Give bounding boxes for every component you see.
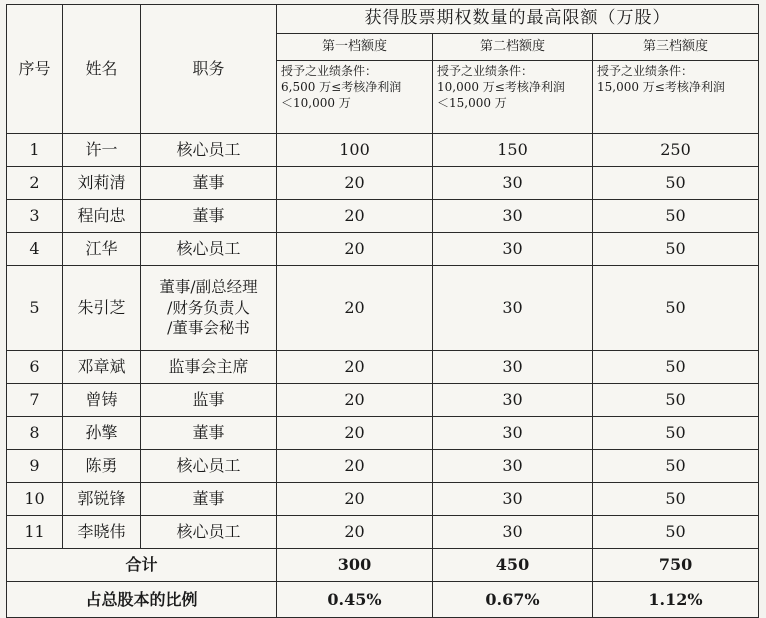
total-row (7, 549, 759, 582)
cell-position (141, 233, 277, 266)
cell-tier-2: 30 (433, 483, 593, 516)
position-line: 监事会主席 (168, 357, 249, 376)
cell-seq: 1 (7, 134, 63, 167)
cell-tier-3: 50 (593, 417, 759, 450)
tier-2-condition (433, 61, 593, 134)
condition-line: 10,000 万≤考核净利润 (437, 80, 565, 95)
cell-position (141, 167, 277, 200)
condition-line: ＜15,000 万 (437, 96, 507, 111)
table-row (7, 417, 759, 450)
cell-position (141, 351, 277, 384)
cell-name: 朱引芝 (63, 266, 141, 351)
position-line: 核心员工 (176, 456, 241, 475)
cell-tier-2: 30 (433, 417, 593, 450)
cell-tier-1: 20 (277, 200, 433, 233)
cell-position (141, 200, 277, 233)
position-line: 核心员工 (176, 239, 241, 258)
cell-tier-3: 50 (593, 450, 759, 483)
cell-tier-1: 20 (277, 167, 433, 200)
total-row-tier-1: 300 (277, 549, 433, 582)
cell-name: 刘莉清 (63, 167, 141, 200)
cell-tier-1: 20 (277, 233, 433, 266)
cell-tier-1: 20 (277, 516, 433, 549)
cell-tier-3: 50 (593, 233, 759, 266)
header-position: 职务 (141, 5, 277, 134)
position-line: 核心员工 (176, 522, 241, 541)
cell-name: 李晓伟 (63, 516, 141, 549)
table-row (7, 516, 759, 549)
header-row-1 (7, 5, 759, 34)
table-row (7, 233, 759, 266)
cell-tier-3: 50 (593, 167, 759, 200)
cell-tier-3: 50 (593, 384, 759, 417)
condition-line: 授予之业绩条件： (597, 64, 694, 78)
position-line: /财务负责人 (167, 298, 250, 317)
position-line: /董事会秘书 (167, 319, 250, 338)
header-seq: 序号 (7, 5, 63, 134)
total-row-tier-2: 450 (433, 549, 593, 582)
cell-position (141, 417, 277, 450)
cell-name: 江华 (63, 233, 141, 266)
table-row (7, 384, 759, 417)
condition-line: 授予之业绩条件： (281, 64, 378, 78)
ratio-row-tier-1: 0.45% (277, 582, 433, 618)
cell-seq: 10 (7, 483, 63, 516)
cell-position (141, 516, 277, 549)
cell-seq: 8 (7, 417, 63, 450)
cell-seq: 5 (7, 266, 63, 351)
cell-seq: 9 (7, 450, 63, 483)
cell-seq: 6 (7, 351, 63, 384)
ratio-row-label: 占总股本的比例 (7, 582, 277, 618)
position-line: 董事/副总经理 (159, 277, 258, 296)
cell-tier-2: 30 (433, 233, 593, 266)
cell-seq: 7 (7, 384, 63, 417)
position-line: 董事 (192, 489, 225, 508)
cell-tier-1: 20 (277, 351, 433, 384)
cell-position (141, 450, 277, 483)
cell-tier-1: 20 (277, 417, 433, 450)
total-row-tier-3: 750 (593, 549, 759, 582)
condition-line: 15,000 万≤考核净利润 (597, 80, 725, 95)
cell-tier-3: 50 (593, 483, 759, 516)
cell-tier-1: 20 (277, 450, 433, 483)
condition-line: ＜10,000 万 (281, 96, 351, 111)
cell-position (141, 384, 277, 417)
cell-position (141, 266, 277, 351)
cell-tier-2: 30 (433, 167, 593, 200)
cell-name: 曾铸 (63, 384, 141, 417)
cell-tier-2: 30 (433, 200, 593, 233)
condition-line: 授予之业绩条件： (437, 64, 534, 78)
cell-name: 邓章斌 (63, 351, 141, 384)
ratio-row-tier-3: 1.12% (593, 582, 759, 618)
cell-position (141, 134, 277, 167)
cell-name: 陈勇 (63, 450, 141, 483)
header-tier-3: 第三档额度 (593, 34, 759, 61)
cell-tier-3: 250 (593, 134, 759, 167)
table-row (7, 450, 759, 483)
cell-tier-1: 100 (277, 134, 433, 167)
cell-seq: 2 (7, 167, 63, 200)
cell-tier-2: 30 (433, 384, 593, 417)
cell-tier-3: 50 (593, 351, 759, 384)
cell-seq: 11 (7, 516, 63, 549)
position-line: 监事 (192, 390, 225, 409)
cell-tier-2: 30 (433, 266, 593, 351)
cell-seq: 3 (7, 200, 63, 233)
cell-tier-2: 30 (433, 450, 593, 483)
cell-tier-3: 50 (593, 516, 759, 549)
position-line: 董事 (192, 173, 225, 192)
ratio-row-tier-2: 0.67% (433, 582, 593, 618)
table-row (7, 266, 759, 351)
header-tier-1: 第一档额度 (277, 34, 433, 61)
tier-3-condition (593, 61, 759, 134)
ratio-row (7, 582, 759, 618)
position-line: 董事 (192, 423, 225, 442)
cell-name: 孙擎 (63, 417, 141, 450)
position-line: 董事 (192, 206, 225, 225)
cell-seq: 4 (7, 233, 63, 266)
cell-position (141, 483, 277, 516)
cell-tier-1: 20 (277, 384, 433, 417)
cell-tier-3: 50 (593, 266, 759, 351)
header-name: 姓名 (63, 5, 141, 134)
cell-tier-3: 50 (593, 200, 759, 233)
condition-line: 6,500 万≤考核净利润 (281, 80, 402, 95)
cell-tier-1: 20 (277, 483, 433, 516)
cell-tier-2: 150 (433, 134, 593, 167)
header-main-title: 获得股票期权数量的最高限额（万股） (277, 5, 759, 34)
cell-name: 郭锐锋 (63, 483, 141, 516)
table-row (7, 134, 759, 167)
cell-tier-2: 30 (433, 516, 593, 549)
table-row (7, 200, 759, 233)
cell-tier-1: 20 (277, 266, 433, 351)
tier-1-condition (277, 61, 433, 134)
table-row (7, 483, 759, 516)
table-row (7, 351, 759, 384)
stock-option-table (6, 4, 759, 618)
table-row (7, 167, 759, 200)
cell-name: 许一 (63, 134, 141, 167)
cell-name: 程向忠 (63, 200, 141, 233)
total-row-label: 合计 (7, 549, 277, 582)
document-page (6, 4, 758, 607)
header-tier-2: 第二档额度 (433, 34, 593, 61)
cell-tier-2: 30 (433, 351, 593, 384)
position-line: 核心员工 (176, 140, 241, 159)
